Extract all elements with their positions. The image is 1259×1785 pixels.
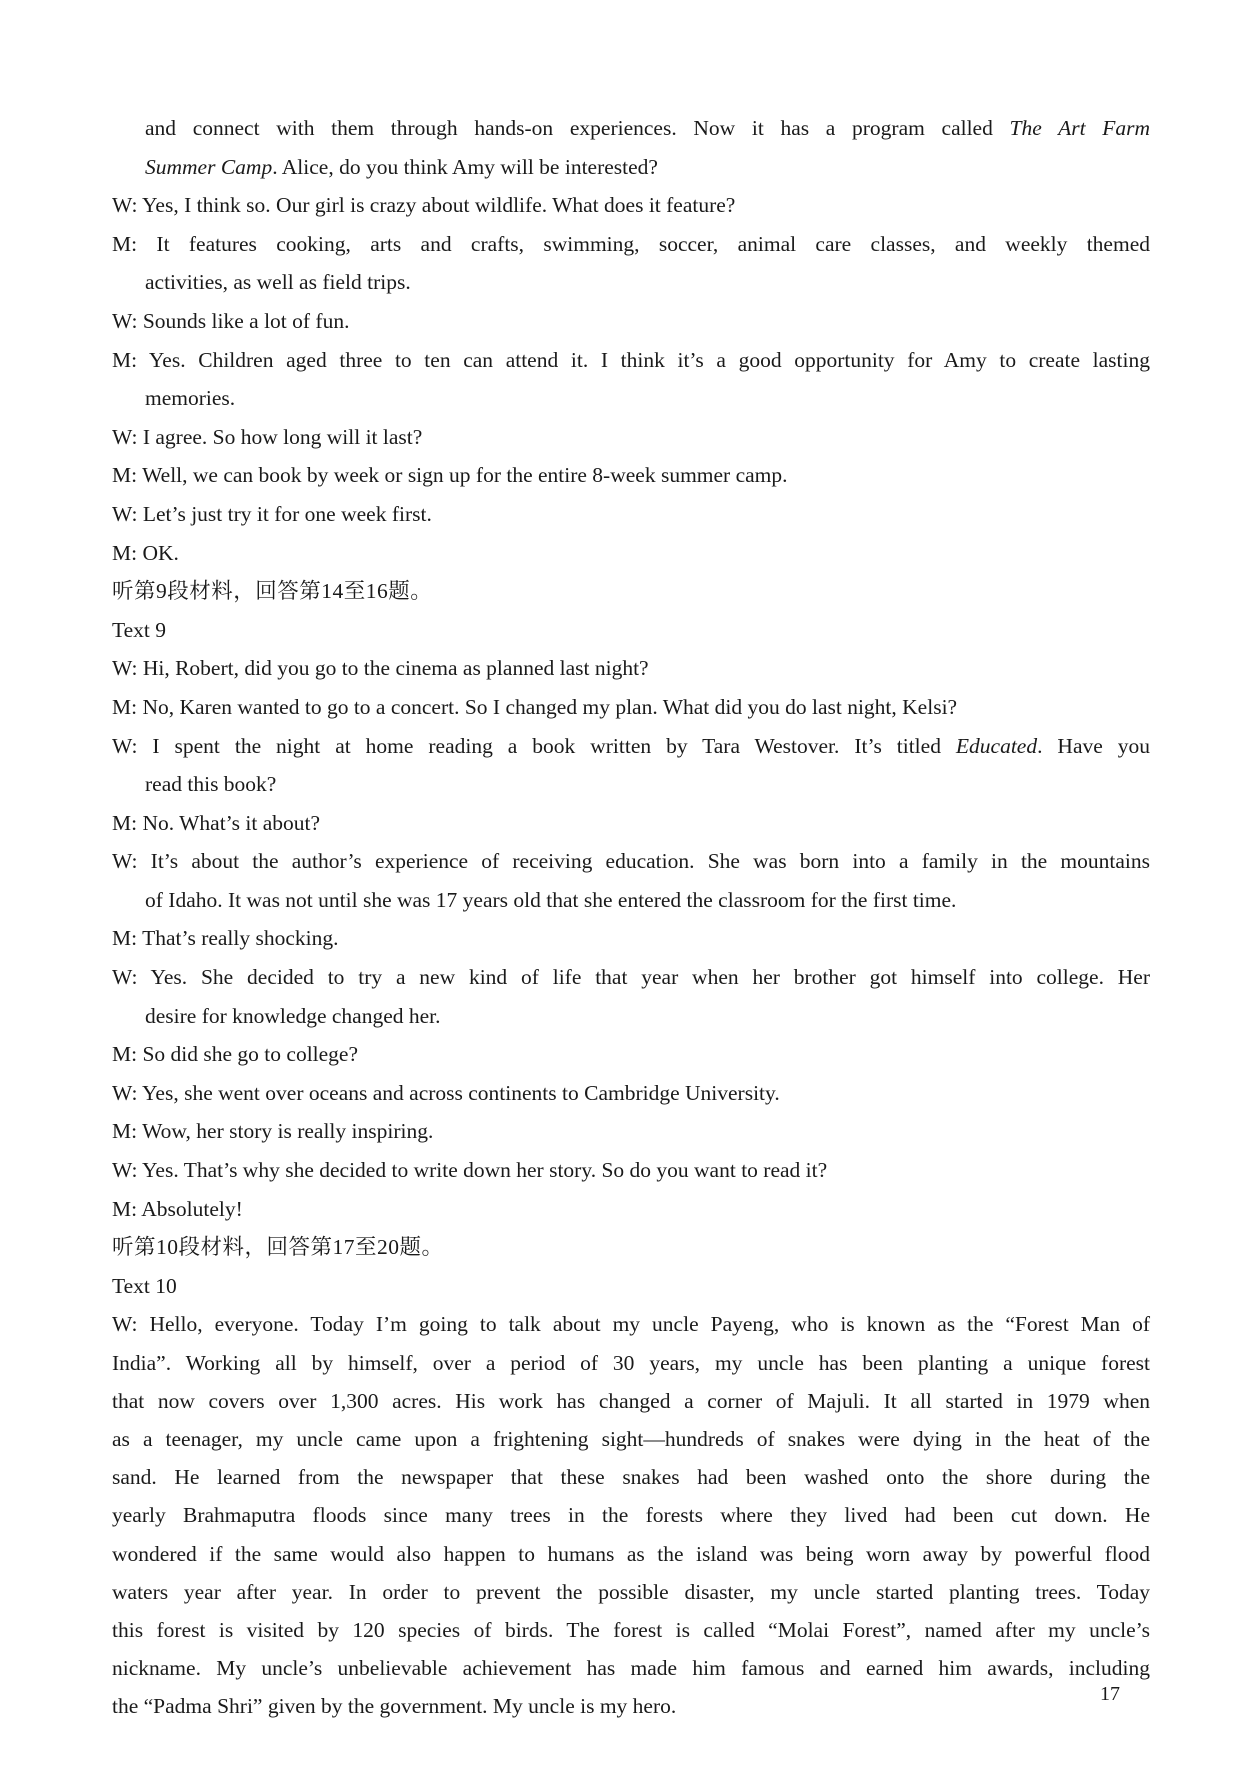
section-title: Text 9 xyxy=(112,617,167,642)
dialogue-line: W: Yes. She decided to try a new kind of life that year when her brother got himself into college. Her xyxy=(112,965,1150,990)
monologue-line: yearly Brahmaputra floods since many trees in the forests where they lived had been cut down. He xyxy=(112,1503,1150,1528)
monologue-line: W: Hello, everyone. Today I’m going to talk about my uncle Payeng, who is known as the “Forest Man of xyxy=(112,1312,1150,1337)
monologue-line: that now covers over 1,300 acres. His work has changed a corner of Majuli. It all started in 1979 when xyxy=(112,1388,1150,1413)
dialogue-line xyxy=(112,727,1150,766)
program-title: The Art Farm xyxy=(1009,116,1150,140)
dialogue-line: M: Absolutely! xyxy=(112,1196,243,1221)
dialogue-line: W: I agree. So how long will it last? xyxy=(112,424,423,449)
section-instruction: 听第9段材料，回答第14至16题。 xyxy=(112,579,433,604)
dialogue-line: of Idaho. It was not until she was 17 years old that she entered the classroom for the first time. xyxy=(145,887,957,912)
monologue-line: nickname. My uncle’s unbelievable achievement has made him famous and earned him awards, including xyxy=(112,1656,1150,1681)
page-content xyxy=(112,109,1150,1725)
dialogue-line: M: Wow, her story is really inspiring. xyxy=(112,1119,434,1144)
dialogue-line: desire for knowledge changed her. xyxy=(145,1003,441,1028)
monologue-line: as a teenager, my uncle came upon a frightening sight—hundreds of snakes were dying in the heat of the xyxy=(112,1426,1150,1451)
dialogue-line: M: No. What’s it about? xyxy=(112,810,321,835)
dialogue-line: W: Let’s just try it for one week first. xyxy=(112,501,432,526)
line-text: . Alice, do you think Amy will be interested? xyxy=(272,154,658,179)
dialogue-line: W: Yes. That’s why she decided to write down her story. So do you want to read it? xyxy=(112,1158,828,1183)
dialogue-line: M: That’s really shocking. xyxy=(112,926,339,951)
dialogue-line: W: Sounds like a lot of fun. xyxy=(112,308,350,333)
dialogue-line: read this book? xyxy=(145,772,277,797)
monologue-line: waters year after year. In order to prevent the possible disaster, my uncle started planting trees. Today xyxy=(112,1579,1150,1604)
dialogue-line: M: Yes. Children aged three to ten can attend it. I think it’s a good opportunity for Amy to create lasting xyxy=(112,347,1150,372)
monologue xyxy=(112,1305,1150,1725)
dialogue-line: M: It features cooking, arts and crafts, swimming, soccer, animal care classes, and weekly themed xyxy=(112,231,1150,256)
line-text-tail: . Have you xyxy=(1037,733,1150,758)
dialogue-line: memories. xyxy=(145,386,236,411)
monologue-line: this forest is visited by 120 species of birds. The forest is called “Molai Forest”, named after my uncle’s xyxy=(112,1617,1150,1642)
dialogue-line xyxy=(112,148,1150,187)
dialogue-line: M: OK. xyxy=(112,540,179,565)
line-text: and connect with them through hands-on experiences. Now it has a program called xyxy=(145,116,1010,140)
dialogue-line: M: No, Karen wanted to go to a concert. So I changed my plan. What did you do last night, Kelsi? xyxy=(112,694,958,719)
section-instruction: 听第10段材料，回答第17至20题。 xyxy=(112,1235,444,1260)
monologue-line: India”. Working all by himself, over a period of 30 years, my uncle has been planting a unique forest xyxy=(112,1350,1150,1375)
monologue-line: the “Padma Shri” given by the government. My uncle is my hero. xyxy=(112,1694,677,1719)
monologue-line: sand. He learned from the newspaper that these snakes had been washed onto the shore during the xyxy=(112,1465,1150,1490)
page-number: 17 xyxy=(1100,1683,1120,1705)
dialogue-line: M: Well, we can book by week or sign up for the entire 8-week summer camp. xyxy=(112,463,788,488)
dialogue-line: activities, as well as field trips. xyxy=(145,270,411,295)
section-title: Text 10 xyxy=(112,1273,177,1298)
dialogue-line: W: Yes, she went over oceans and across continents to Cambridge University. xyxy=(112,1080,780,1105)
dialogue-line: M: So did she go to college? xyxy=(112,1042,359,1067)
dialogue-line: W: Yes, I think so. Our girl is crazy about wildlife. What does it feature? xyxy=(112,193,736,218)
line-text: W: I spent the night at home reading a book written by Tara Westover. It’s titled xyxy=(112,733,956,758)
dialogue-line: W: It’s about the author’s experience of receiving education. She was born into a family in the mountains xyxy=(112,849,1150,874)
monologue-line: wondered if the same would also happen to humans as the island was being worn away by powerful flood xyxy=(112,1541,1150,1566)
program-title-cont: Summer Camp xyxy=(145,154,273,179)
dialogue-line xyxy=(112,109,1150,148)
book-title: Educated xyxy=(955,733,1038,758)
dialogue-line: W: Hi, Robert, did you go to the cinema as planned last night? xyxy=(112,656,649,681)
